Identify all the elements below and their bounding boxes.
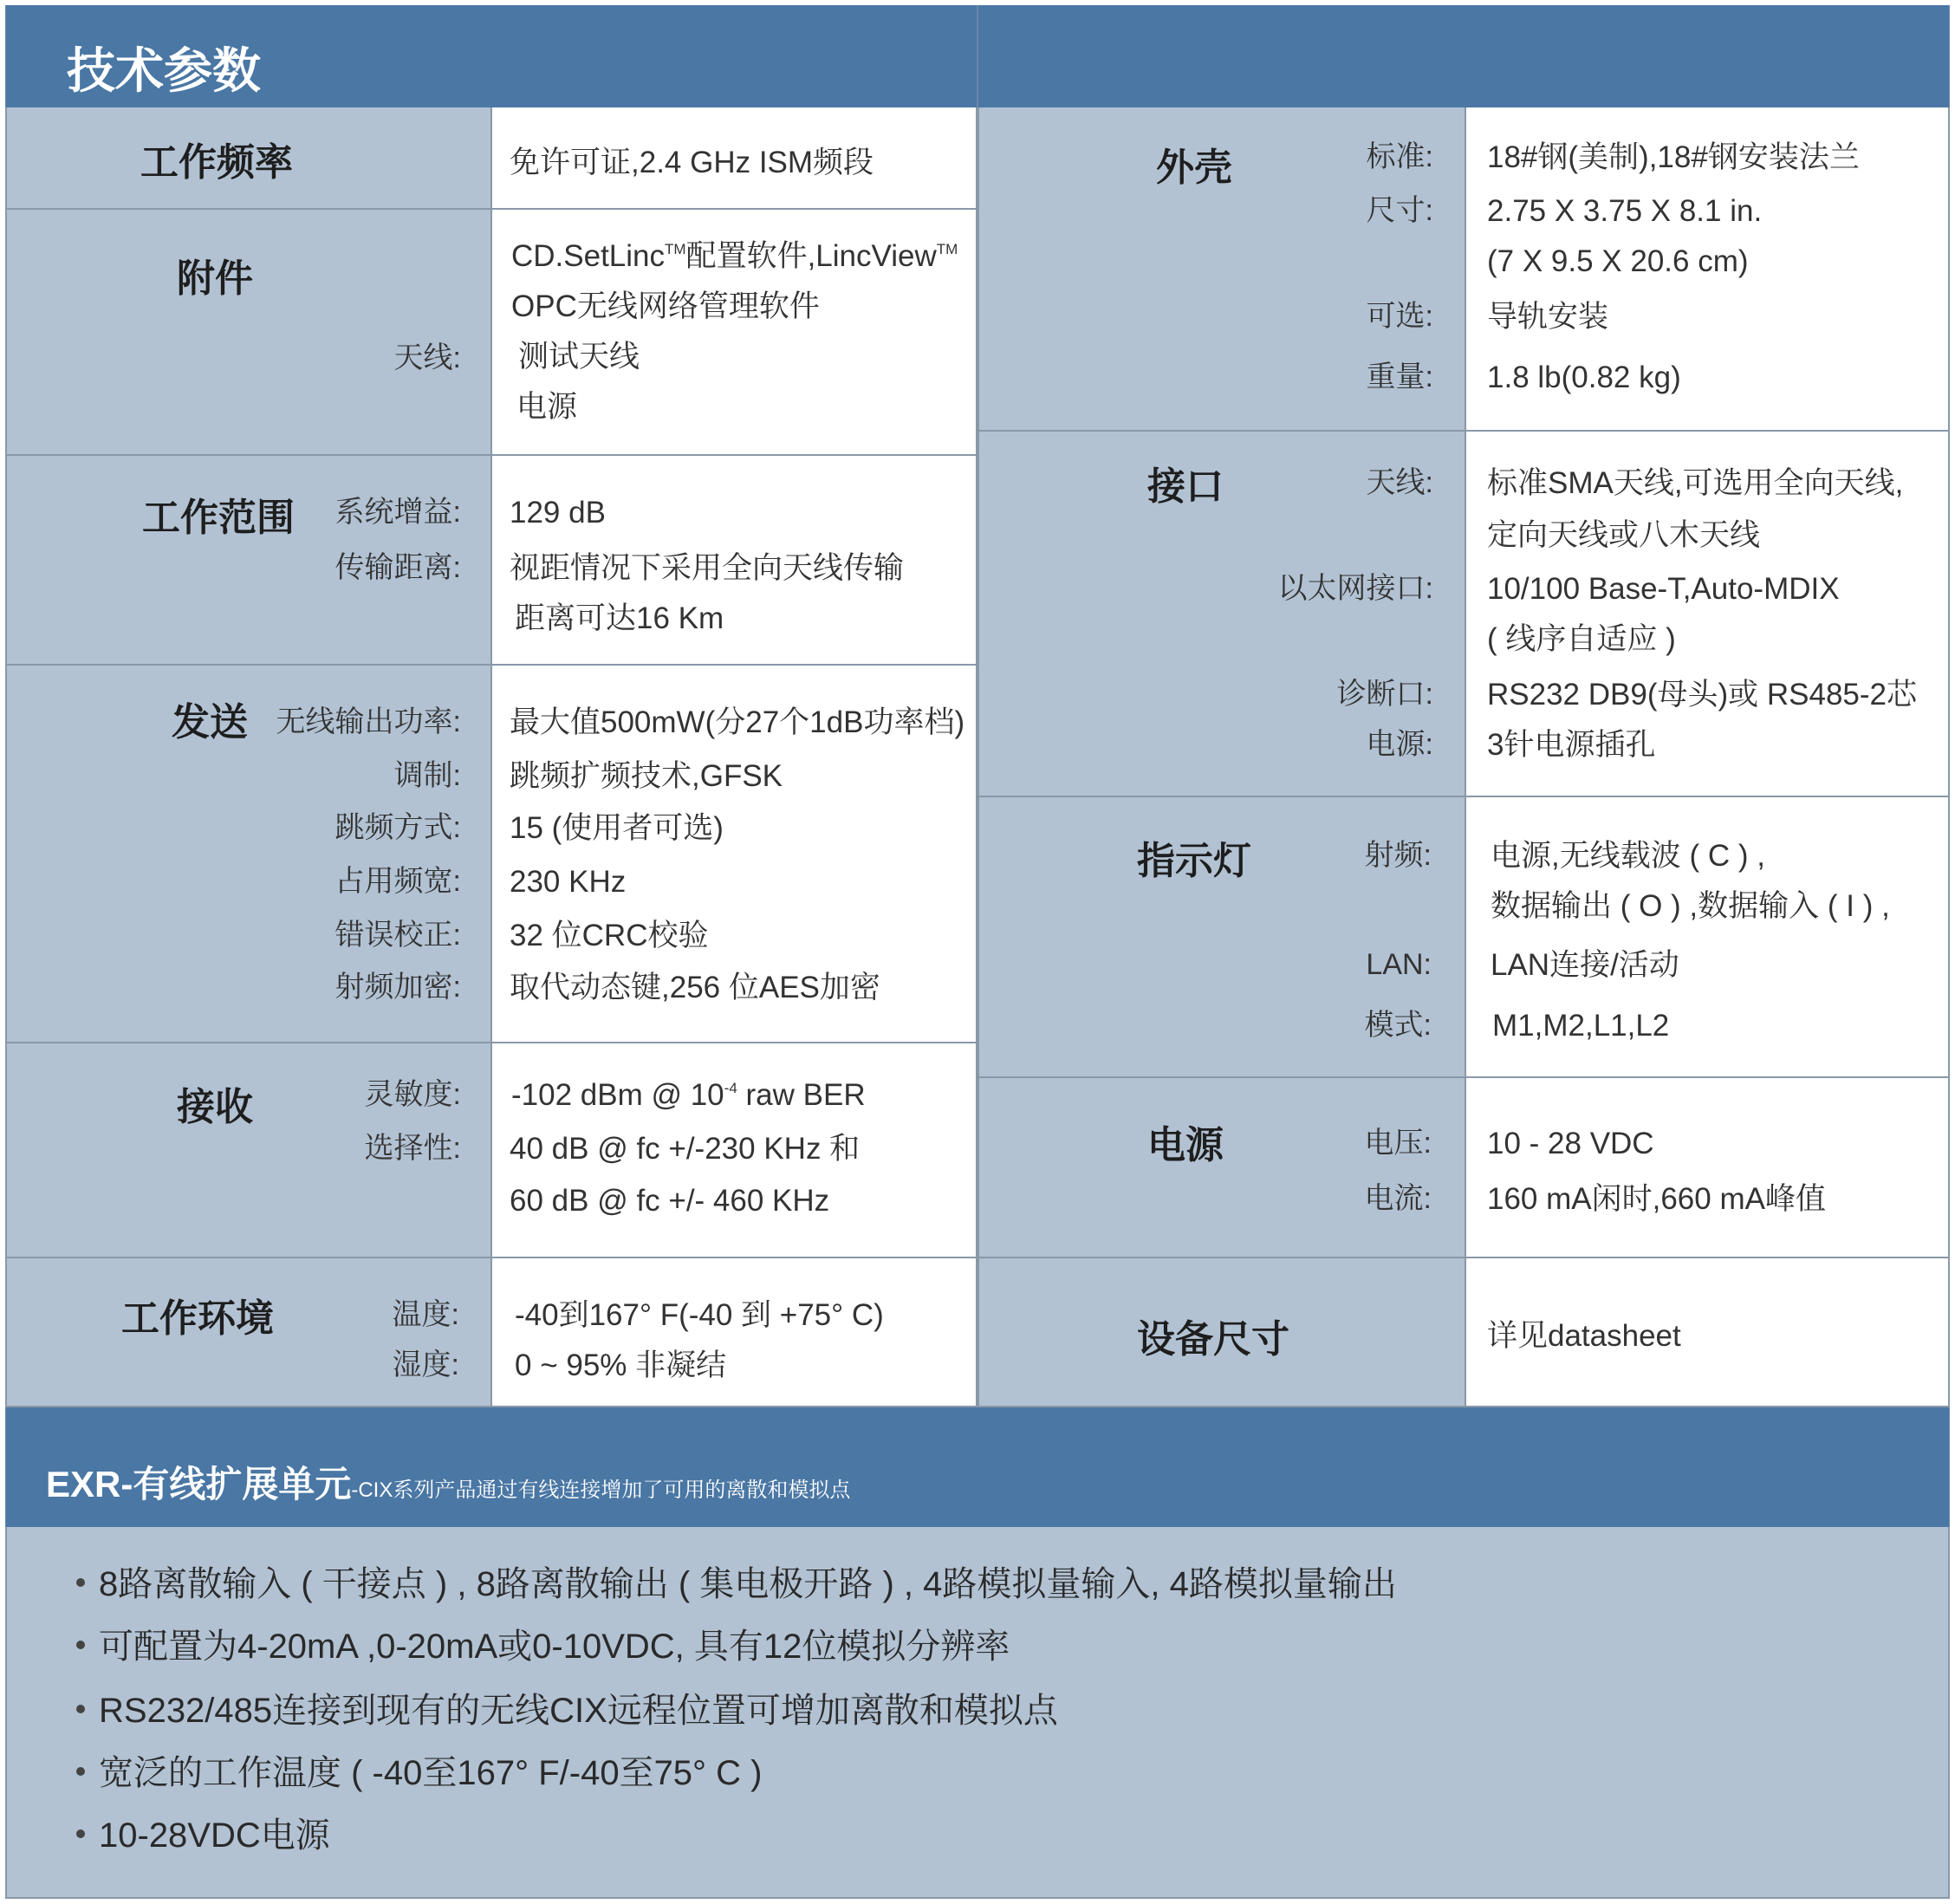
dims-value: 详见datasheet: [1487, 1319, 1681, 1353]
transmit-row-label: 无线输出功率:: [276, 705, 461, 738]
shell-weight-value: 1.8 lb(0.82 kg): [1487, 361, 1681, 394]
shell-size-value-1: 2.75 X 3.75 X 8.1 in.: [1487, 194, 1763, 228]
power-curr-label: 电流:: [1364, 1182, 1432, 1215]
indicator-lan-label: LAN:: [1366, 948, 1432, 981]
receive-sens-value: [511, 1080, 866, 1110]
range-dist-value-2: 距离可达16 Km: [515, 601, 724, 635]
dims-value-cell: [1465, 1258, 1950, 1407]
range-gain-label: 系统增益:: [334, 496, 461, 529]
bullet-dot-icon: [76, 1767, 85, 1776]
bullet-dot-icon: [76, 1578, 85, 1587]
list-item: 宽泛的工作温度 ( -40至167° F/-40至75° C ): [76, 1756, 763, 1790]
accessories-antenna-label: 天线:: [393, 341, 461, 374]
spec-header-left: [5, 5, 978, 107]
interface-value-cell: [1465, 432, 1950, 797]
shell-opt-label: 可选:: [1366, 300, 1433, 333]
range-dist-value-1: 视距情况下采用全向天线传输: [510, 551, 905, 585]
range-value-cell: [490, 456, 978, 666]
transmit-row-label: 射频加密:: [334, 971, 461, 1004]
interface-diag-value: RS232 DB9(母头)或 RS485-2芯: [1487, 678, 1917, 712]
shell-size-value-2: (7 X 9.5 X 20.6 cm): [1487, 244, 1749, 278]
freq-label-cell: [5, 107, 490, 210]
software-setlinc: CD.SetLinc: [511, 239, 666, 273]
accessories-label-cell: [5, 210, 490, 456]
transmit-row-label: 跳频方式:: [334, 811, 461, 844]
transmit-row-value: 15 (使用者可选): [510, 811, 724, 845]
transmit-row-value: 跳频扩频技术,GFSK: [510, 759, 783, 793]
bullet-dot-icon: [76, 1705, 85, 1713]
indicator-value-cell: [1465, 797, 1950, 1078]
dims-label-cell: [978, 1258, 1465, 1407]
transmit-heading: 发送: [172, 701, 248, 744]
sens-value-tail: raw BER: [737, 1078, 866, 1112]
env-heading: 工作环境: [121, 1297, 274, 1340]
list-item: RS232/485连接到现有的无线CIX远程位置可增加离散和模拟点: [76, 1693, 1058, 1728]
dims-heading: 设备尺寸: [1137, 1318, 1289, 1361]
range-gain-value: 129 dB: [510, 496, 606, 530]
exr-subtitle: -CIX系列产品通过有线连接增加了可用的离散和模拟点: [351, 1478, 851, 1502]
spec-header-right: [978, 5, 1950, 107]
interface-pwr-label: 电源:: [1366, 728, 1433, 761]
shell-opt-value: 导轨安装: [1487, 300, 1609, 334]
page-title: 技术参数: [67, 43, 261, 98]
indicator-mode-label: 模式:: [1364, 1009, 1432, 1042]
trademark-mark: TM: [665, 241, 686, 257]
shell-std-value: 18#钢(美制),18#钢安装法兰: [1487, 140, 1860, 174]
transmit-label-cell: [5, 666, 490, 1043]
software-lincview: 配置软件,LincView: [685, 239, 937, 273]
accessories-value-cell: [490, 210, 978, 456]
list-item: 8路离散输入 ( 干接点 ) , 8路离散输出 ( 集电极开路 ) , 4路模拟量输入, 4路模拟量输出: [76, 1567, 1397, 1602]
sens-exponent: -4: [724, 1080, 737, 1096]
shell-weight-label: 重量:: [1366, 361, 1433, 393]
power-label-cell: [978, 1078, 1465, 1258]
exr-header: [5, 1407, 1950, 1527]
bullet-dot-icon: [76, 1641, 85, 1649]
env-temp-label: 温度:: [392, 1298, 459, 1331]
shell-std-label: 标准:: [1366, 140, 1433, 173]
exr-feature-list: [5, 1527, 1950, 1899]
accessories-power-value: 电源: [516, 390, 578, 424]
exr-title: EXR-有线扩展单元: [46, 1464, 352, 1504]
receive-sel-label: 选择性:: [364, 1132, 461, 1165]
accessories-heading: 附件: [177, 257, 253, 300]
env-label-cell: [5, 1258, 490, 1407]
env-hum-label: 湿度:: [392, 1348, 459, 1381]
indicator-mode-value: M1,M2,L1,L2: [1492, 1009, 1670, 1043]
power-curr-value: 160 mA闲时,660 mA峰值: [1487, 1182, 1826, 1216]
accessories-value-line1: [511, 241, 958, 271]
interface-ant-label: 天线:: [1366, 466, 1433, 499]
interface-ant-value-2: 定向天线或八木天线: [1487, 518, 1761, 552]
range-heading: 工作范围: [142, 497, 295, 539]
receive-sens-label: 灵敏度:: [364, 1078, 461, 1111]
accessories-antenna-value: 测试天线: [518, 340, 640, 374]
transmit-row-value: 最大值500mW(分27个1dB功率档): [510, 705, 965, 739]
interface-diag-label: 诊断口:: [1336, 678, 1433, 711]
env-temp-value: -40到167° F(-40 到 +75° C): [515, 1298, 884, 1332]
shell-value-cell: [1465, 107, 1950, 432]
receive-heading: 接收: [177, 1086, 253, 1128]
power-heading: 电源: [1147, 1124, 1224, 1166]
transmit-row-value: 32 位CRC校验: [510, 919, 709, 952]
env-value-cell: [490, 1258, 978, 1407]
transmit-row-value: 取代动态键,256 位AES加密: [510, 971, 880, 1004]
receive-label-cell: [5, 1043, 490, 1258]
freq-value-cell: [490, 107, 978, 210]
interface-eth-value-1: 10/100 Base-T,Auto-MDIX: [1487, 572, 1840, 606]
indicator-lan-value: LAN连接/活动: [1491, 948, 1679, 982]
interface-heading: 接口: [1147, 465, 1224, 508]
shell-label-cell: [978, 107, 1465, 432]
transmit-row-label: 调制:: [393, 759, 461, 792]
indicator-heading: 指示灯: [1137, 840, 1251, 882]
range-label-cell: [5, 456, 490, 666]
exr-title-line: [46, 1456, 850, 1508]
power-value-cell: [1465, 1078, 1950, 1258]
interface-eth-value-2: ( 线序自适应 ): [1487, 622, 1676, 656]
trademark-mark: TM: [936, 241, 958, 257]
transmit-row-label: 占用频宽:: [334, 865, 461, 898]
receive-sel-value-1: 40 dB @ fc +/-230 KHz 和: [510, 1132, 861, 1166]
interface-pwr-value: 3针电源插孔: [1487, 728, 1656, 762]
indicator-rf-label: 射频:: [1364, 839, 1432, 872]
indicator-label-cell: [978, 797, 1465, 1078]
list-item: 10-28VDC电源: [76, 1818, 330, 1853]
transmit-row-label: 错误校正:: [334, 919, 461, 952]
bullet-dot-icon: [76, 1829, 85, 1838]
receive-value-cell: [490, 1043, 978, 1258]
sens-value-main: -102 dBm @ 10: [511, 1078, 724, 1112]
freq-value: 免许可证,2.4 GHz ISM频段: [510, 146, 874, 179]
indicator-rf-value-1: 电源,无线载波 ( C ) ,: [1491, 839, 1765, 873]
power-volt-label: 电压:: [1364, 1127, 1432, 1160]
interface-label-cell: [978, 432, 1465, 797]
interface-ant-value-1: 标准SMA天线,可选用全向天线,: [1487, 466, 1904, 500]
freq-heading: 工作频率: [140, 141, 293, 184]
accessories-value-line2: OPC无线网络管理软件: [511, 289, 820, 323]
power-volt-value: 10 - 28 VDC: [1487, 1127, 1654, 1160]
shell-heading: 外壳: [1156, 146, 1232, 189]
transmit-value-cell: [490, 666, 978, 1043]
receive-sel-value-2: 60 dB @ fc +/- 460 KHz: [510, 1184, 830, 1218]
shell-size-label: 尺寸:: [1366, 194, 1433, 227]
list-item: 可配置为4-20mA ,0-20mA或0-10VDC, 具有12位模拟分辨率: [76, 1629, 1010, 1664]
indicator-rf-value-2: 数据输出 ( O ) ,数据输入 ( I ) ,: [1491, 889, 1890, 923]
range-dist-label: 传输距离:: [334, 551, 461, 584]
transmit-row-value: 230 KHz: [510, 865, 627, 899]
env-hum-value: 0 ~ 95% 非凝结: [515, 1348, 727, 1382]
interface-eth-label: 以太网接口:: [1277, 572, 1433, 605]
